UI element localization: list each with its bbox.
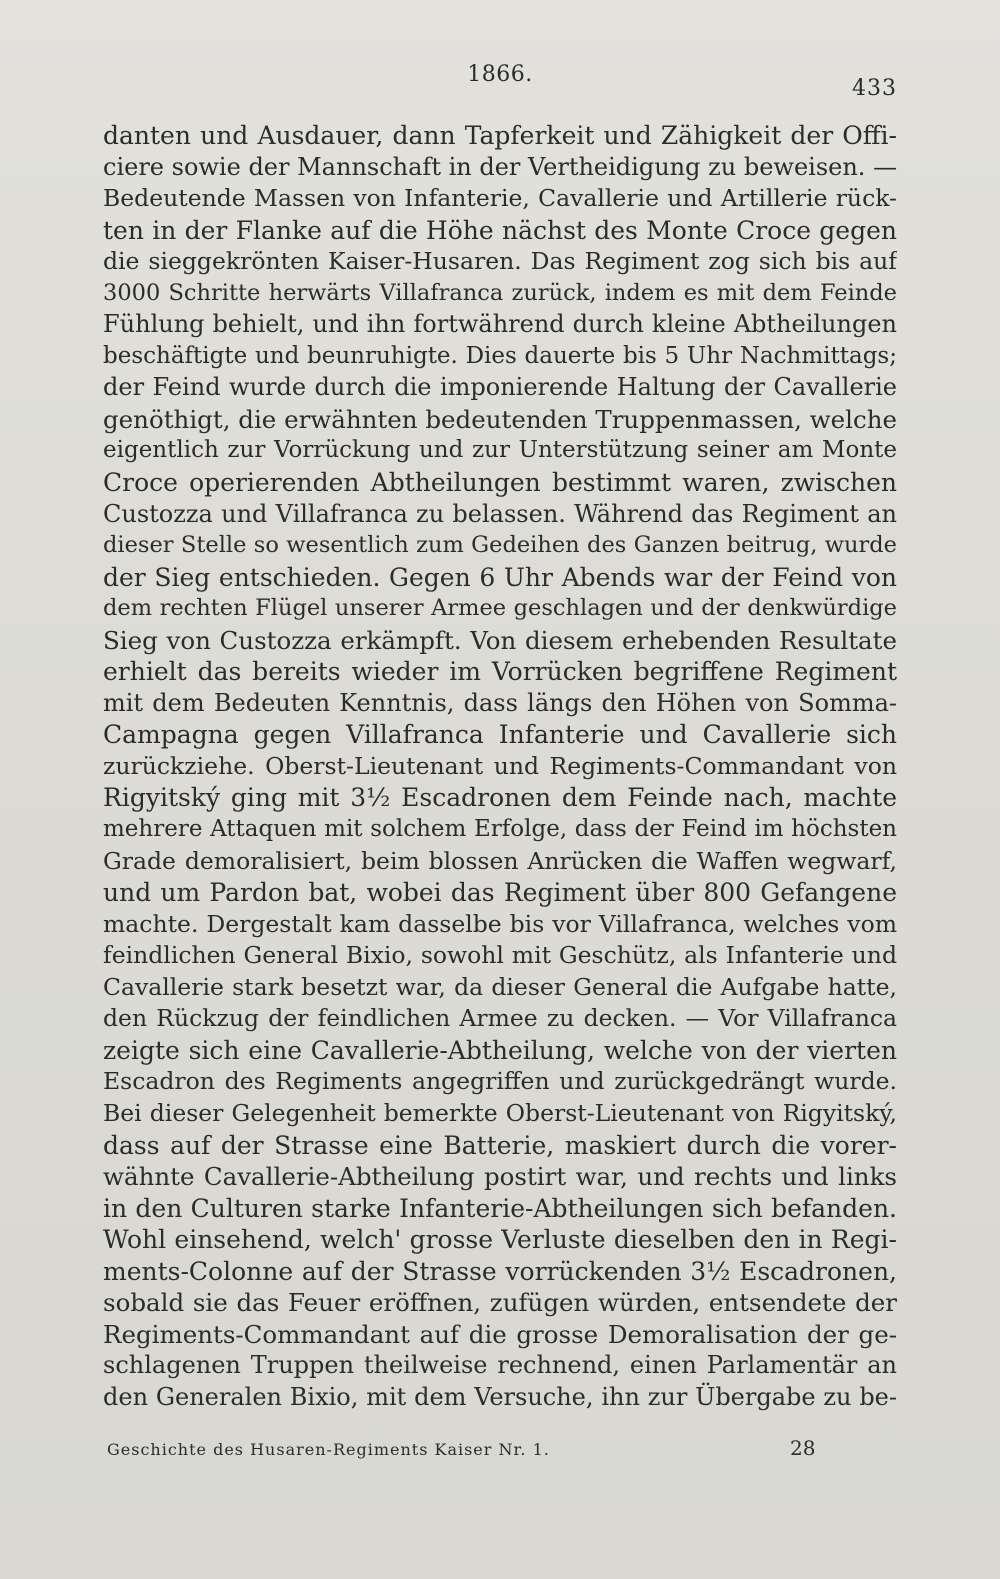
text-line: danten und Ausdauer, dann Tapferkeit und Zähigkeit der Offi- bbox=[103, 121, 897, 150]
text-line: Wohl einsehend, welch' grosse Verluste dieselben den in Regi- bbox=[103, 1225, 897, 1255]
text-line: Bei dieser Gelegenheit bemerkte Oberst-Lieutenant von Rigyitský, bbox=[103, 1098, 897, 1127]
text-line: genöthigt, die erwähnten bedeutenden Truppenmassen, welche bbox=[103, 404, 897, 434]
text-line: ten in der Flanke auf die Höhe nächst des Monte Croce gegen bbox=[103, 215, 897, 245]
text-line: den Generalen Bixio, mit dem Versuche, ihn zur Übergabe zu be- bbox=[103, 1382, 897, 1411]
text-line: dieser Stelle so wesentlich zum Gedeihen des Ganzen beitrug, wurde bbox=[103, 532, 897, 559]
text-line: schlagenen Truppen theilweise rechnend, einen Parlamentär an bbox=[103, 1351, 897, 1380]
text-line: Custozza und Villafranca zu belassen. Während das Regiment an bbox=[103, 499, 897, 528]
text-line: dem rechten Flügel unserer Armee geschlagen und der denkwürdige bbox=[103, 595, 897, 622]
text-line: eigentlich zur Vorrückung und zur Unterstützung seiner am Monte bbox=[103, 437, 897, 464]
text-line: Sieg von Custozza erkämpft. Von diesem erhebenden Resultate bbox=[103, 625, 897, 655]
footer-book-title: Geschichte des Husaren-Regiments Kaiser Nr. 1. bbox=[107, 1440, 550, 1459]
text-line: machte. Dergestalt kam dasselbe bis vor Villafranca, welches vom bbox=[103, 909, 897, 938]
text-line: der Feind wurde durch die imponierende Haltung der Cavallerie bbox=[103, 373, 897, 402]
text-line: Escadron des Regiments angegriffen und zurückgedrängt wurde. bbox=[103, 1067, 897, 1096]
text-line: der Sieg entschieden. Gegen 6 Uhr Abends war der Feind von bbox=[103, 562, 897, 592]
text-line: erhielt das bereits wieder im Vorrücken begriffene Regiment bbox=[103, 657, 897, 687]
signature-mark: 28 bbox=[790, 1436, 816, 1460]
text-line: ments-Colonne auf der Strasse vorrückenden 3½ Escadronen, bbox=[103, 1256, 897, 1286]
text-line: in den Culturen starke Infanterie-Abtheilungen sich befanden. bbox=[103, 1193, 897, 1223]
text-line: Cavallerie stark besetzt war, da dieser General die Aufgabe hatte, bbox=[103, 972, 897, 1001]
text-line: feindlichen General Bixio, sowohl mit Geschütz, als Infanterie und bbox=[103, 941, 897, 970]
text-line: Fühlung behielt, und ihn fortwährend durch kleine Abtheilungen bbox=[103, 310, 897, 339]
text-line: wähnte Cavallerie-Abtheilung postirt war, und rechts und links bbox=[103, 1162, 897, 1192]
running-header-year: 1866. bbox=[467, 62, 533, 87]
text-line: dass auf der Strasse eine Batterie, maskiert durch die vorer- bbox=[103, 1130, 897, 1160]
body-text bbox=[103, 120, 897, 1413]
text-line: zurückziehe. Oberst-Lieutenant und Regiments-Commandant von bbox=[103, 751, 897, 780]
text-line: Campagna gegen Villafranca Infanterie und Cavallerie sich bbox=[103, 720, 897, 750]
text-line: zeigte sich eine Cavallerie-Abtheilung, welche von der vierten bbox=[103, 1035, 897, 1065]
text-line: Croce operierenden Abtheilungen bestimmt waren, zwischen bbox=[103, 468, 897, 498]
text-line: mit dem Bedeuten Kenntnis, dass längs den Höhen von Somma- bbox=[103, 688, 897, 717]
page-number: 433 bbox=[852, 76, 897, 101]
text-line: 3000 Schritte herwärts Villafranca zurück, indem es mit dem Feinde bbox=[103, 279, 897, 306]
text-line: beschäftigte und beunruhigte. Dies dauerte bis 5 Uhr Nachmittags; bbox=[103, 342, 897, 369]
text-line: Grade demoralisiert, beim blossen Anrücken die Waffen wegwarf, bbox=[103, 846, 897, 875]
text-line: mehrere Attaquen mit solchem Erfolge, dass der Feind im höchsten bbox=[103, 816, 897, 843]
text-line: den Rückzug der feindlichen Armee zu decken. — Vor Villafranca bbox=[103, 1004, 897, 1033]
text-line: die sieggekrönten Kaiser-Husaren. Das Regiment zog sich bis auf bbox=[103, 247, 897, 276]
text-line: sobald sie das Feuer eröffnen, zufügen würden, entsendete der bbox=[103, 1288, 897, 1318]
text-line: ciere sowie der Mannschaft in der Vertheidigung zu beweisen. — bbox=[103, 152, 897, 181]
text-line: und um Pardon bat, wobei das Regiment über 800 Gefangene bbox=[103, 878, 897, 908]
text-line: Bedeutende Massen von Infanterie, Cavallerie und Artillerie rück- bbox=[103, 184, 897, 213]
text-line: Rigyitský ging mit 3½ Escadronen dem Feinde nach, machte bbox=[103, 783, 897, 813]
text-line: Regiments-Commandant auf die grosse Demoralisation der ge- bbox=[103, 1319, 897, 1349]
